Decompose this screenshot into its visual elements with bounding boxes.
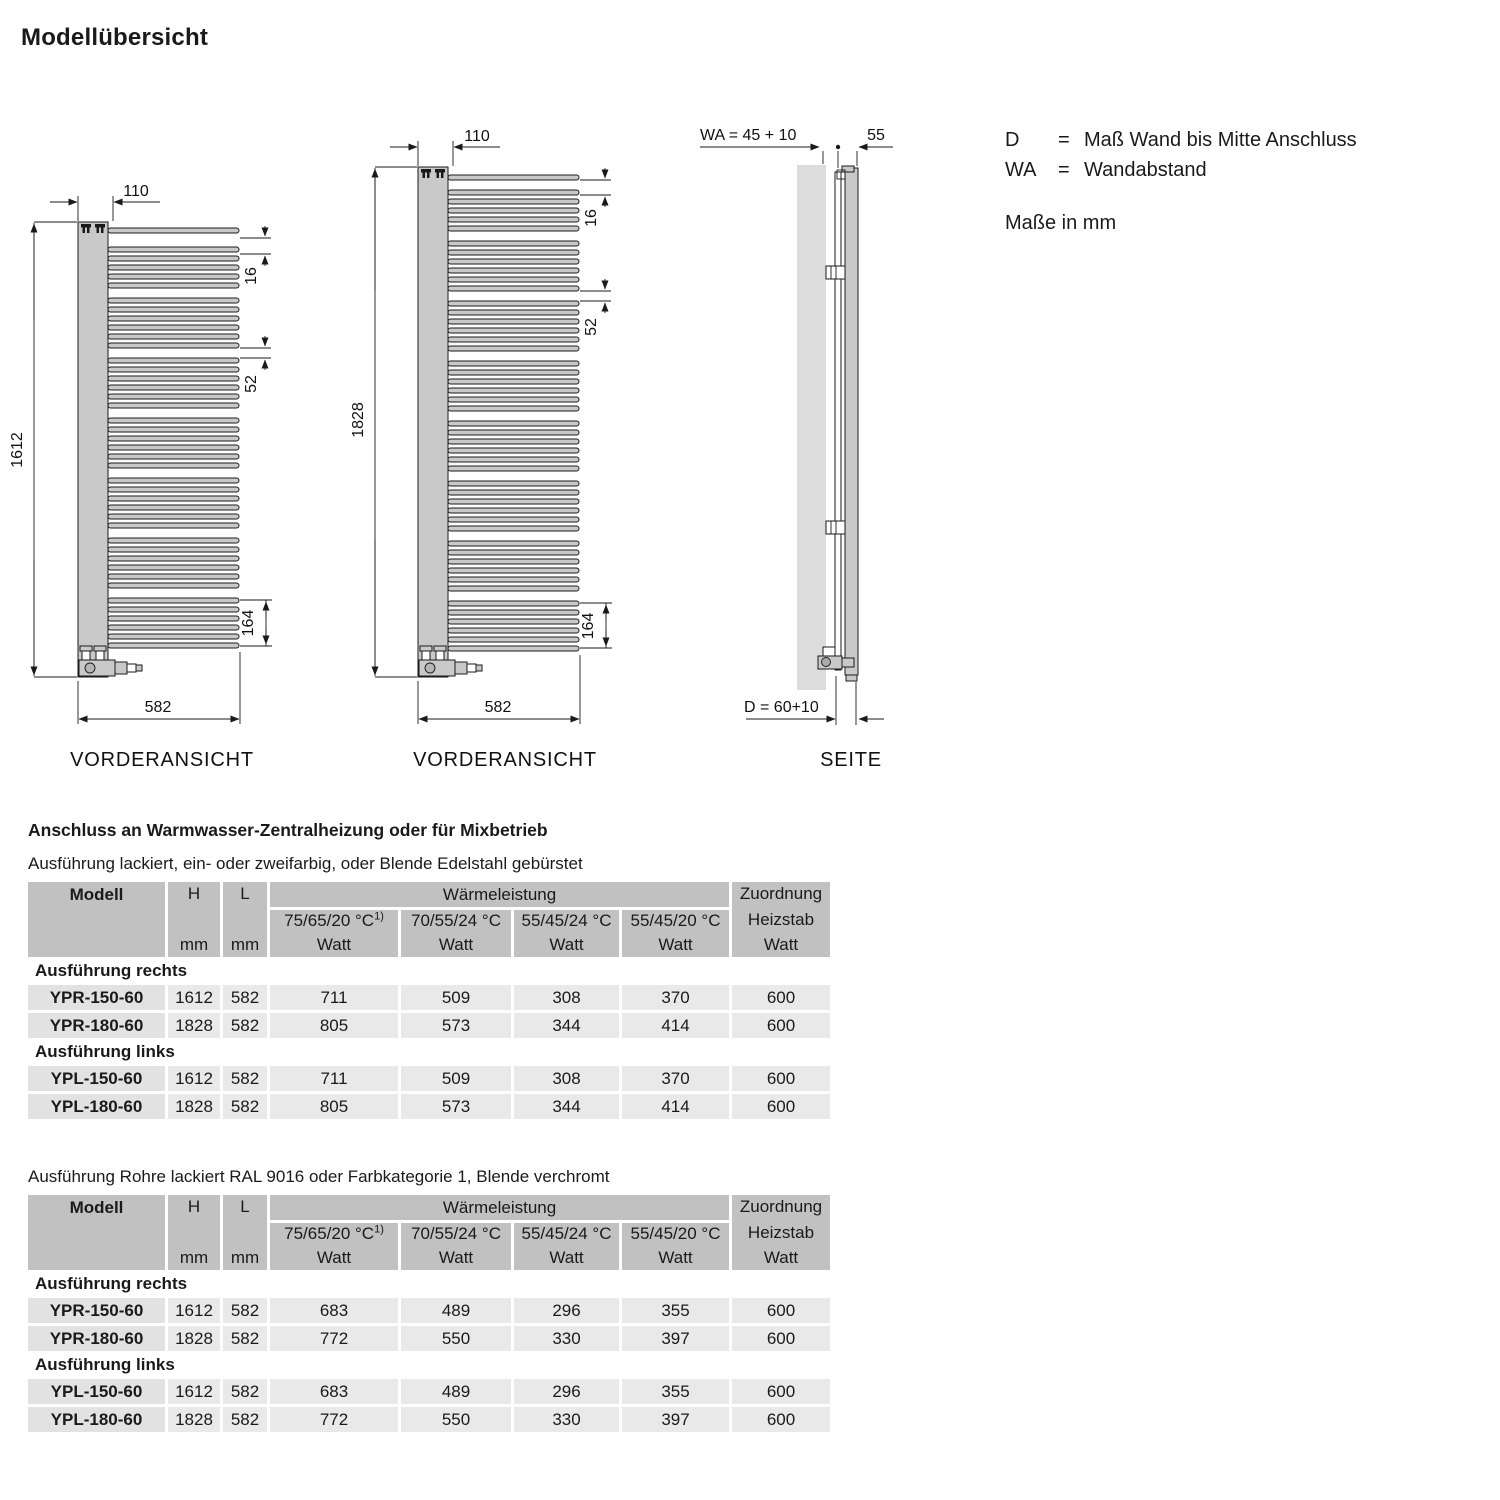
front-view-1612 [9,183,272,771]
cell: 1612 [168,1379,220,1404]
col-header-heat-output: Wärmeleistung [270,882,729,907]
dim-55: 55 [867,127,885,144]
col-header-temp-2: 70/55/24 °C Watt [401,1223,511,1270]
cell: 582 [223,1379,267,1404]
legend-eq: = [1058,159,1070,181]
cell: 582 [223,985,267,1010]
cell: 550 [401,1326,511,1351]
col-header-model: Modell [28,882,165,957]
cell: 296 [514,1298,619,1323]
dim-52: 52 [243,375,260,393]
table-row [28,1094,830,1119]
legend-eq: = [1058,129,1070,151]
cell: 573 [401,1094,511,1119]
page-title: Modellübersicht [21,24,209,51]
units-note: Maße in mm [1005,212,1117,234]
col-header-temp-2: 70/55/24 °C Watt [401,910,511,957]
table-row [28,1407,830,1432]
dim-1612: 1612 [9,432,26,468]
legend-abbr: D [1005,129,1020,151]
technical-drawings [0,0,960,790]
cell: 582 [223,1013,267,1038]
table-row [28,1298,830,1323]
cell: 772 [270,1326,398,1351]
legend-row-d [1005,125,1357,155]
front-view-1828 [350,128,612,771]
col-header-temp-3: 55/45/24 °C Watt [514,910,619,957]
cell: 772 [270,1407,398,1432]
cell: 711 [270,985,398,1010]
table-block-1 [28,854,858,1119]
dim-582: 582 [144,699,172,716]
col-header-temp-1: 75/65/20 $^\circ C^{1)}$ Watt [270,1223,398,1270]
col-header-heater: Zuordnung Heizstab Watt [732,1195,830,1270]
cell-model: YPL-150-60 [28,1379,165,1404]
col-header-model: Modell [28,1195,165,1270]
section-row: Ausführung links [28,1041,830,1063]
col-header-temp-4: 55/45/20 °C Watt [622,1223,729,1270]
dim-164: 164 [240,609,257,637]
col-header-temp-3: 55/45/24 °C Watt [514,1223,619,1270]
cell: 805 [270,1094,398,1119]
cell-model: YPL-150-60 [28,1066,165,1091]
cell: 1612 [168,1298,220,1323]
dim-110: 110 [464,128,490,145]
table-block-2 [28,1167,858,1432]
cell: 582 [223,1094,267,1119]
col-header-temp-4: 55/45/20 °C Watt [622,910,729,957]
cell: 355 [622,1379,729,1404]
table-row [28,1013,830,1038]
legend [1005,125,1357,235]
legend-text: Maß Wand bis Mitte Anschluss [1084,129,1357,151]
cell: 509 [401,1066,511,1091]
col-header-heat-output: Wärmeleistung [270,1195,729,1220]
cell: 600 [732,1094,830,1119]
cell: 550 [401,1407,511,1432]
col-header-h: H mm [168,882,220,957]
cell: 344 [514,1013,619,1038]
legend-text: Wandabstand [1084,159,1207,181]
cell: 805 [270,1013,398,1038]
tables-section [28,820,858,1432]
dim-52: 52 [583,318,600,336]
cell-model: YPL-180-60 [28,1094,165,1119]
dim-164: 164 [580,612,597,640]
cell: 1828 [168,1094,220,1119]
col-header-temp-1: 75/65/20 $^\circ C^{1)}$ Watt [270,910,398,957]
dim-d: D = 60+10 [744,699,819,716]
cell-model: YPL-180-60 [28,1407,165,1432]
cell: 489 [401,1298,511,1323]
cell: 573 [401,1013,511,1038]
legend-abbr: WA [1005,159,1037,181]
cell: 1828 [168,1013,220,1038]
cell: 397 [622,1326,729,1351]
cell: 397 [622,1407,729,1432]
side-view [700,127,893,771]
cell: 600 [732,1298,830,1323]
section-heading: Anschluss an Warmwasser-Zentralheizung oder für Mixbetrieb [28,820,548,840]
cell: 355 [622,1298,729,1323]
cell: 683 [270,1379,398,1404]
dim-582: 582 [484,699,512,716]
cell-model: YPR-180-60 [28,1013,165,1038]
cell: 600 [732,1379,830,1404]
cell: 489 [401,1379,511,1404]
legend-row-wa [1005,155,1357,185]
cell: 582 [223,1326,267,1351]
cell: 582 [223,1066,267,1091]
caption-side-view: SEITE [820,749,882,771]
cell: 344 [514,1094,619,1119]
cell: 296 [514,1379,619,1404]
cell: 370 [622,1066,729,1091]
col-header-l: L mm [223,882,267,957]
cell: 1612 [168,1066,220,1091]
dim-110: 110 [123,183,149,200]
cell: 582 [223,1298,267,1323]
cell: 370 [622,985,729,1010]
cell: 600 [732,1326,830,1351]
caption-front-view-2: VORDERANSICHT [413,749,597,771]
dim-16: 16 [583,209,600,227]
cell: 330 [514,1407,619,1432]
table-subtitle: Ausführung lackiert, ein- oder zweifarbig, oder Blende Edelstahl gebürstet [28,854,583,873]
cell-model: YPR-180-60 [28,1326,165,1351]
cell-model: YPR-150-60 [28,985,165,1010]
dim-1828: 1828 [350,402,367,438]
cell: 600 [732,1013,830,1038]
col-header-heater: Zuordnung Heizstab Watt [732,882,830,957]
table-row [28,1066,830,1091]
section-row: Ausführung rechts [28,960,830,982]
cell: 582 [223,1407,267,1432]
wall [797,165,826,690]
cell: 683 [270,1298,398,1323]
table-row [28,1326,830,1351]
cell: 1612 [168,985,220,1010]
caption-front-view-1: VORDERANSICHT [70,749,254,771]
cell: 509 [401,985,511,1010]
table-row [28,1379,830,1404]
cell: 600 [732,1407,830,1432]
cell: 711 [270,1066,398,1091]
cell: 414 [622,1013,729,1038]
col-header-l: L mm [223,1195,267,1270]
heat-output-table-2 [28,1195,830,1432]
cell: 1828 [168,1407,220,1432]
col-header-h: H mm [168,1195,220,1270]
heat-output-table-1 [28,882,830,1119]
section-row: Ausführung links [28,1354,830,1376]
cell: 330 [514,1326,619,1351]
dim-16: 16 [243,267,260,285]
cell: 600 [732,985,830,1010]
table-subtitle: Ausführung Rohre lackiert RAL 9016 oder Farbkategorie 1, Blende verchromt [28,1167,610,1186]
cell: 414 [622,1094,729,1119]
dim-wall-distance: WA = 45 + 10 [700,127,797,144]
cell: 1828 [168,1326,220,1351]
cell: 600 [732,1066,830,1091]
section-row: Ausführung rechts [28,1273,830,1295]
cell-model: YPR-150-60 [28,1298,165,1323]
table-row [28,985,830,1010]
cell: 308 [514,985,619,1010]
cell: 308 [514,1066,619,1091]
